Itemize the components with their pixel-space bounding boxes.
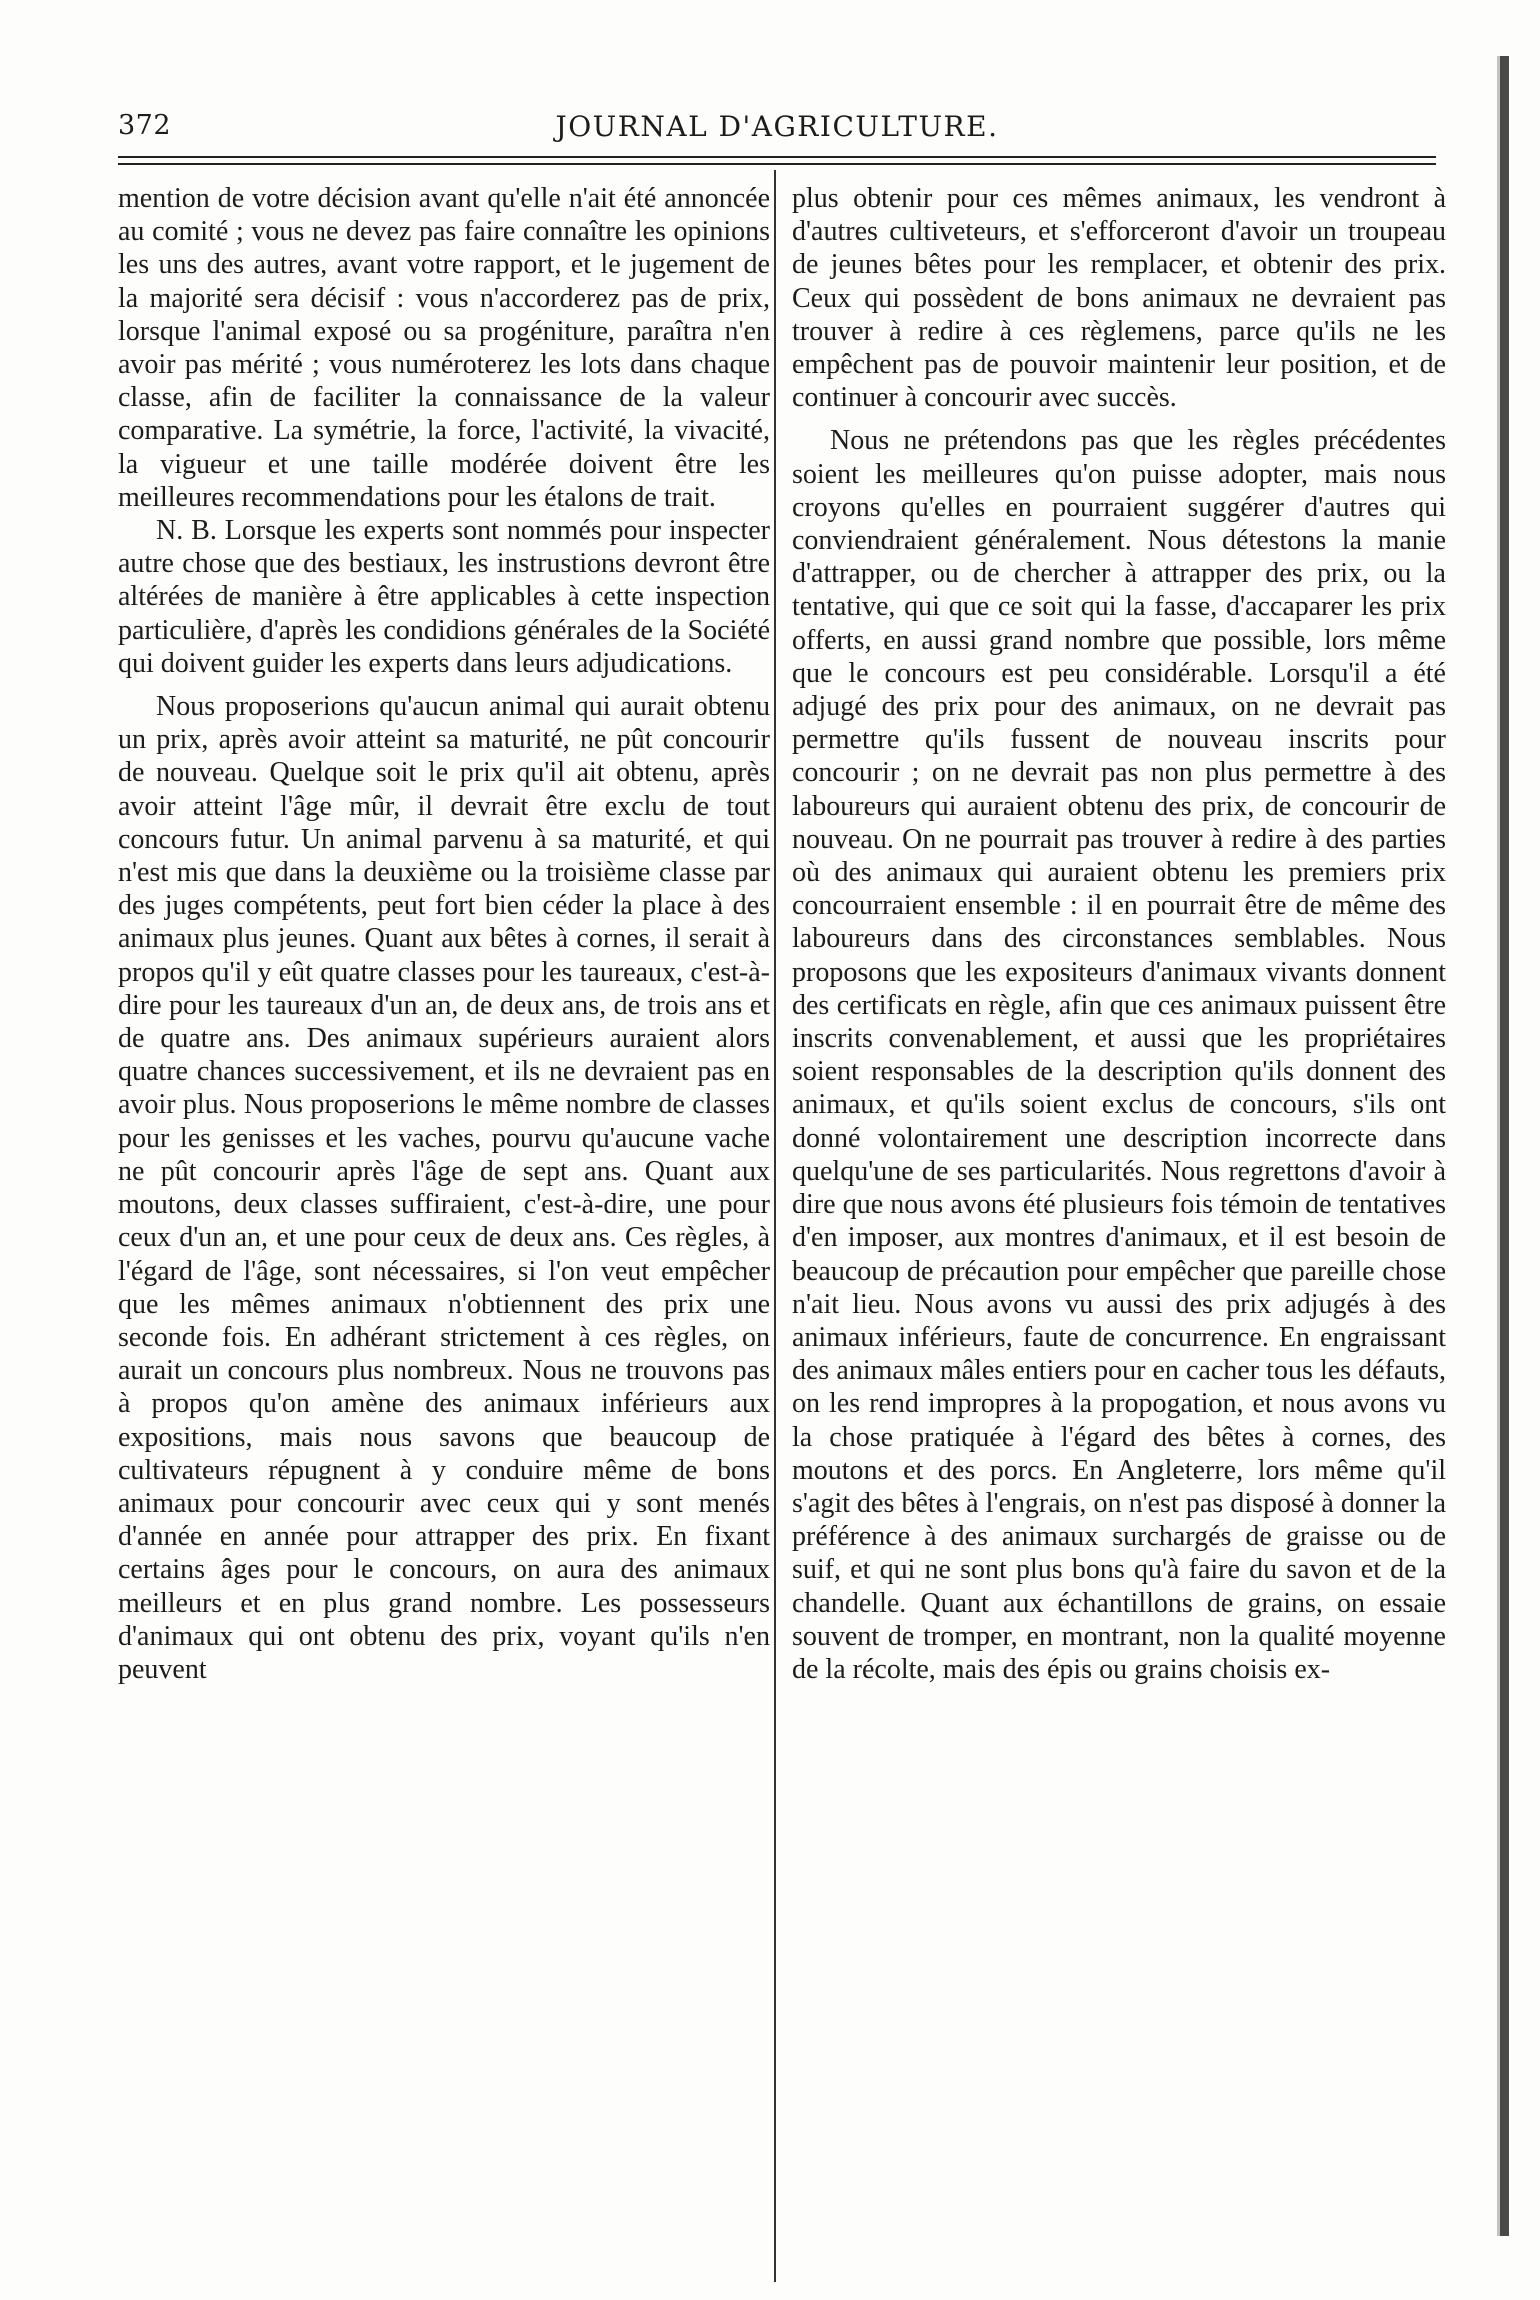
page-edge-shadow	[1500, 56, 1509, 2236]
left-paragraph-1: mention de votre décision avant qu'elle n'ait été annoncée au comité ; vous ne devez pas faire connaître les opinions les uns des autres, avant votre rapport, et le jugement de la majorité sera décisif : vous n'accorderez pas de prix, lorsque l'animal exposé ou sa progéniture, paraîtra n'en avoir pas mérité ; vous numéroterez les lots dans chaque classe, afin de faciliter la connaissance de la valeur comparative. La symétrie, la force, l'activité, la vivacité, la vigueur et une taille modérée doivent être les meilleures recommendations pour les étalons de trait.	[118, 183, 770, 513]
left-column	[118, 182, 770, 2272]
right-column	[792, 182, 1446, 2272]
left-paragraph-3: Nous proposerions qu'aucun animal qui aurait obtenu un prix, après avoir atteint sa maturité, ne pût concourir de nouveau. Quelque soit le prix qu'il ait obtenu, après avoir atteint l'âge mûr, il devrait être exclu de tout concours futur. Un animal parvenu à sa maturité, et qui n'est mis que dans la deuxième ou la troisième classe par des juges compétents, peut fort bien céder la place à des animaux plus jeunes. Quant aux bêtes à cornes, il serait à propos qu'il y eût quatre classes pour les taureaux, c'est-à-dire pour les taureaux d'un an, de deux ans, de trois ans et de quatre ans. Des animaux supérieurs auraient alors quatre chances successivement, et ils ne devraient pas en avoir plus. Nous proposerions le même nombre de classes pour les genisses et les vaches, pourvu qu'aucune vache ne pût concourir après l'âge de sept ans. Quant aux moutons, deux classes suffiraient, c'est-à-dire, une pour ceux d'un an, et une pour ceux de deux ans. Ces règles, à l'égard de l'âge, sont nécessaires, si l'on veut empêcher que les mêmes animaux n'obtiennent des prix une seconde fois. En adhérant strictement à ces règles, on aurait un concours plus nombreux. Nous ne trouvons pas à propos qu'on amène des animaux inférieurs aux expositions, mais nous savons que beaucoup de cultivateurs répugnent à y conduire même de bons animaux pour concourir avec ceux qui y sont menés d'année en année pour attrapper des prix. En fixant certains âges pour le concours, on aura des animaux meilleurs et en plus grand nombre. Les possesseurs d'animaux qui ont obtenu des prix, voyant qu'ils n'en peuvent	[118, 691, 770, 1685]
column-divider	[774, 170, 776, 2282]
right-paragraph-2: Nous ne prétendons pas que les règles précédentes soient les meilleures qu'on puisse adopter, mais nous croyons qu'elles en pourraient suggérer d'autres qui conviendraient généralement. Nous détestons la manie d'attrapper, ou de chercher à attrapper des prix, ou la tentative, qui que ce soit qui la fasse, d'accaparer les prix offerts, en aussi grand nombre que possible, lors même que le concours est peu considérable. Lorsqu'il a été adjugé des prix pour des animaux, on ne devrait pas permettre qu'ils fussent de nouveau inscrits pour concourir ; on ne devrait pas non plus permettre à des laboureurs qui auraient obtenu des prix, de concourir de nouveau. On ne pourrait pas trouver à redire à des parties où des animaux qui auraient obtenu les premiers prix concourraient ensemble : il en pourrait être de même des laboureurs dans des circonstances semblables. Nous proposons que les expositeurs d'animaux vivants donnent des certificats en règle, afin que ces animaux puissent être inscrits convenablement, et aussi que les propriétaires soient responsables de la description qu'ils donnent des animaux, et qu'ils soient exclus de concours, s'ils ont donné volontairement une description incorrecte dans quelqu'une de ses particularités. Nous regrettons d'avoir à dire que nous avons été plusieurs fois témoin de tentatives d'en imposer, aux montres d'animaux, et il est besoin de beaucoup de précaution pour empêcher que pareille chose n'ait lieu. Nous avons vu aussi des prix adjugés à des animaux inférieurs, faute de concurrence. En engraissant des animaux mâles entiers pour en cacher tous les défauts, on les rend impropres à la propogation, et nous avons vu la chose pratiquée à l'égard des bêtes à cornes, des moutons et des porcs. En Angleterre, lors même qu'il s'agit des bêtes à l'engrais, on n'est pas disposé à donner la préférence à des animaux surchargés de graisse ou de suif, et qui ne sont plus bons qu'à faire du savon et de la chandelle. Quant aux échantillons de grains, on essaie souvent de tromper, en montrant, non la qualité moyenne de la récolte, mais des épis ou grains choisis ex-	[792, 425, 1446, 1685]
page-number: 372	[118, 110, 172, 141]
header-double-rule	[118, 156, 1436, 165]
right-paragraph-1: plus obtenir pour ces mêmes animaux, les vendront à d'autres cultiveteurs, et s'efforceront d'avoir un troupeau de jeunes bêtes pour les remplacer, et obtenir des prix. Ceux qui possèdent de bons animaux ne devraient pas trouver à redire à ces règlemens, parce qu'ils ne les empêchent pas de pouvoir maintenir leur position, et de continuer à concourir avec succès.	[792, 183, 1446, 414]
left-paragraph-2: N. B. Lorsque les experts sont nommés pour inspecter autre chose que des bestiaux, les instrustions devront être altérées de manière à être applicables à cette inspection particulière, d'après les condidions générales de la Société qui doivent guider les experts dans leurs adjudications.	[118, 515, 770, 679]
running-title: JOURNAL D'AGRICULTURE.	[555, 110, 999, 143]
page-header	[118, 106, 1436, 152]
